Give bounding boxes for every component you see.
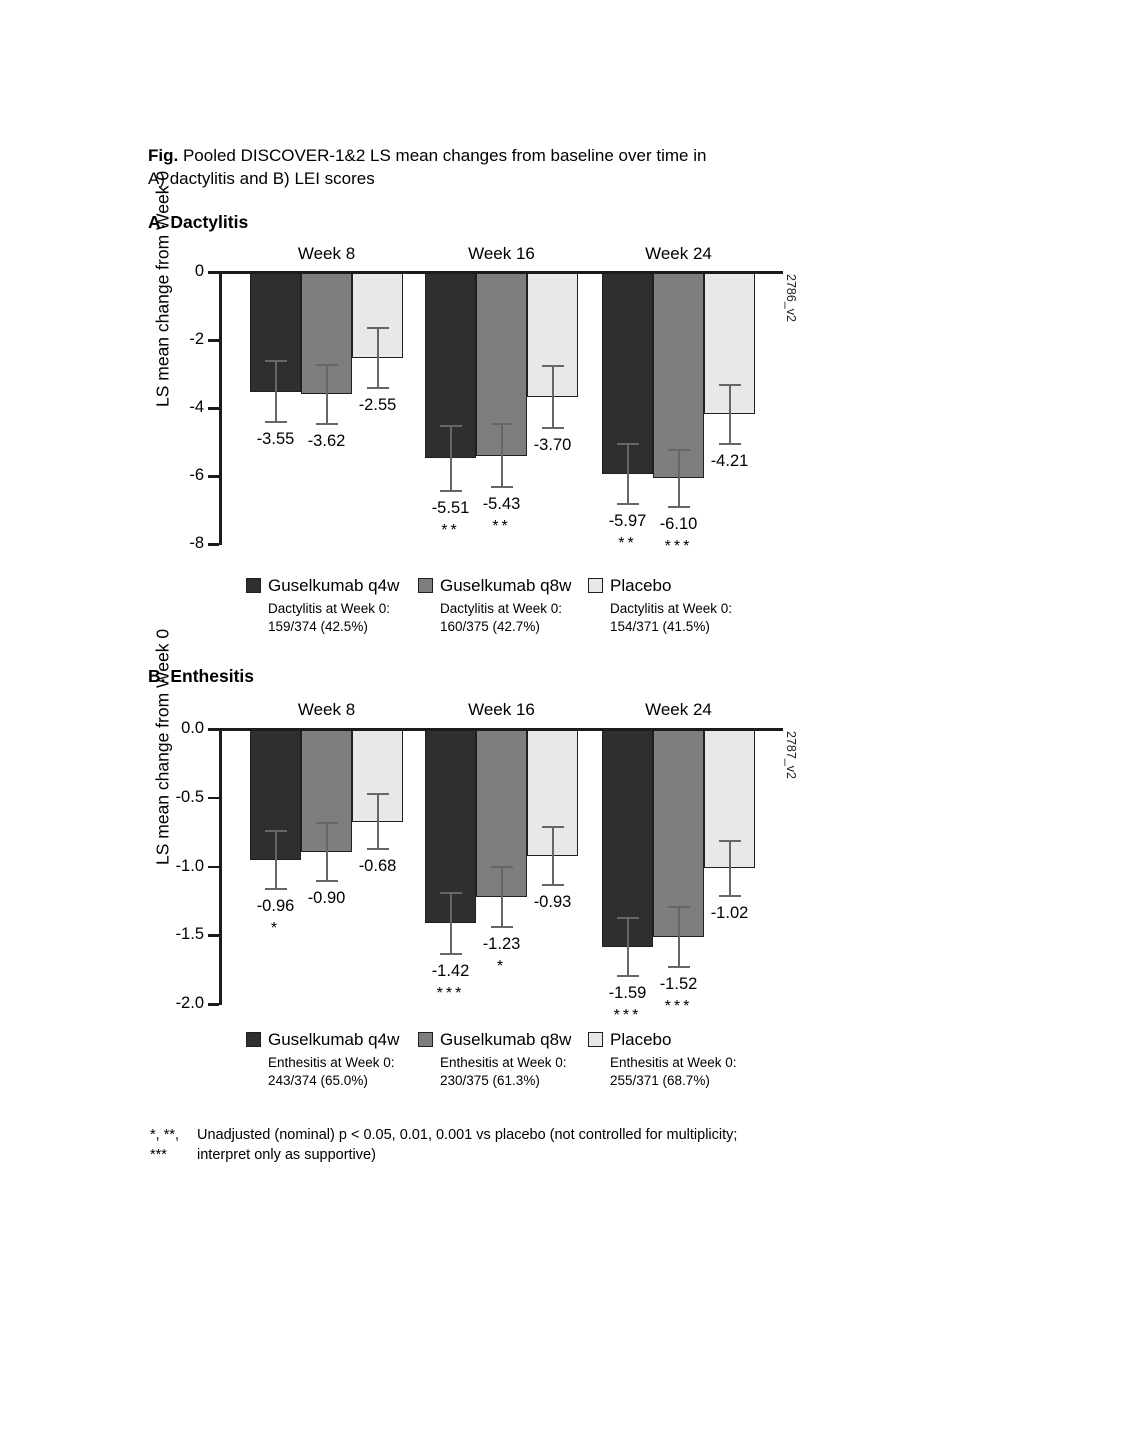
value-label-placebo-week-24: -4.21 [710, 451, 749, 470]
y-tick-label-dactylitis: -4 [189, 398, 204, 416]
error-bar-cap-top [316, 822, 338, 824]
footnote-symbols: *, **, *** [150, 1127, 180, 1163]
legend-swatch-guselkumab-q8w [418, 578, 433, 593]
error-bar-cap-bottom [542, 427, 564, 429]
error-bar-cap-bottom [617, 503, 639, 505]
week-label-week-16-enthesitis: Week 16 [468, 700, 535, 719]
error-bar-cap-top [367, 793, 389, 795]
week-label-week-24-enthesitis: Week 24 [645, 700, 712, 719]
legend-note-guselkumab-q4w-2: 243/374 (65.0%) [268, 1073, 368, 1088]
error-bar-cap-bottom [719, 443, 741, 445]
error-bar-cap-top [491, 866, 513, 868]
value-label-guselkumab-q8w-week-8: -0.90 [307, 888, 346, 907]
error-bar-stem [729, 385, 731, 444]
y-axis-line-enthesitis [219, 728, 222, 1005]
error-bar-stem [275, 831, 277, 889]
error-bar-stem [627, 444, 629, 504]
error-bar-cap-top [542, 826, 564, 828]
significance-marker-guselkumab-q4w-week-24: ** [618, 534, 637, 552]
y-tick-label-dactylitis: 0 [194, 262, 204, 280]
y-tick-dactylitis [208, 339, 219, 342]
value-label-guselkumab-q4w-week-24: -1.59 [608, 983, 647, 1002]
figure-caption-line2: A) dactylitis and B) LEI scores [148, 168, 375, 188]
value-label-guselkumab-q8w-week-8: -3.62 [307, 431, 346, 450]
legend-swatch-guselkumab-q4w [246, 578, 261, 593]
y-tick-dactylitis [208, 475, 219, 478]
version-label-dactylitis: 2786_v2 [784, 274, 798, 322]
error-bar-stem [326, 823, 328, 881]
significance-marker-guselkumab-q8w-week-16: ** [492, 518, 511, 536]
error-bar-stem [501, 424, 503, 487]
legend-note-placebo-1: Dactylitis at Week 0: [610, 601, 733, 616]
error-bar-stem [678, 907, 680, 968]
y-tick-enthesitis [208, 934, 219, 937]
legend-label-guselkumab-q8w: Guselkumab q8w [440, 1030, 572, 1049]
error-bar-cap-bottom [316, 880, 338, 882]
footnote-line2: interpret only as supportive) [197, 1147, 376, 1163]
y-tick-label-dactylitis: -8 [189, 534, 204, 552]
y-tick-dactylitis [208, 271, 219, 274]
y-tick-label-enthesitis: -2.0 [175, 994, 204, 1012]
section-title-b: B. Enthesitis [148, 666, 254, 686]
error-bar-cap-top [265, 830, 287, 832]
error-bar-cap-bottom [668, 966, 690, 968]
legend-label-placebo: Placebo [610, 576, 672, 595]
error-bar-cap-bottom [491, 486, 513, 488]
error-bar-cap-top [542, 365, 564, 367]
zero-baseline-enthesitis [219, 728, 783, 731]
error-bar-cap-top [367, 327, 389, 329]
error-bar-cap-bottom [719, 895, 741, 897]
significance-marker-guselkumab-q4w-week-16: ** [441, 521, 460, 539]
bar-guselkumab-q4w-week-24 [602, 728, 653, 947]
error-bar-cap-top [617, 917, 639, 919]
error-bar-stem [450, 426, 452, 491]
week-label-week-16-dactylitis: Week 16 [468, 244, 535, 263]
error-bar-cap-bottom [440, 490, 462, 492]
bar-guselkumab-q8w-week-24 [653, 271, 704, 478]
legend-swatch-guselkumab-q4w [246, 1032, 261, 1047]
error-bar-stem [552, 366, 554, 429]
legend-note-placebo-2: 154/371 (41.5%) [610, 619, 710, 634]
legend-swatch-placebo [588, 1032, 603, 1047]
error-bar-cap-bottom [367, 387, 389, 389]
significance-marker-guselkumab-q4w-week-16: *** [436, 984, 465, 1002]
y-tick-enthesitis [208, 866, 219, 869]
error-bar-stem [627, 918, 629, 976]
y-tick-label-enthesitis: -1.0 [175, 856, 204, 875]
value-label-placebo-week-8: -2.55 [358, 395, 397, 414]
version-label-enthesitis: 2787_v2 [784, 731, 798, 779]
error-bar-stem [501, 867, 503, 928]
y-tick-label-dactylitis: -2 [189, 330, 204, 348]
footnote [197, 1125, 797, 1165]
value-label-guselkumab-q8w-week-16: -1.23 [482, 935, 521, 954]
legend-swatch-placebo [588, 578, 603, 593]
week-label-week-8-enthesitis: Week 8 [297, 700, 356, 719]
y-tick-label-enthesitis: -0.5 [175, 787, 204, 806]
value-label-guselkumab-q4w-week-16: -5.51 [431, 498, 470, 517]
y-axis-line-dactylitis [219, 271, 222, 545]
value-label-guselkumab-q8w-week-24: -6.10 [659, 515, 698, 534]
value-label-placebo-week-8: -0.68 [358, 857, 397, 875]
legend-note-guselkumab-q4w-1: Enthesitis at Week 0: [268, 1055, 395, 1070]
legend-note-guselkumab-q4w-1: Dactylitis at Week 0: [268, 601, 391, 616]
error-bar-cap-bottom [316, 423, 338, 425]
error-bar-stem [552, 827, 554, 885]
legend-note-guselkumab-q8w-1: Enthesitis at Week 0: [440, 1055, 567, 1070]
error-bar-cap-top [265, 360, 287, 362]
figure-caption-text: Pooled DISCOVER-1&2 LS mean changes from baseline over time in [178, 146, 707, 165]
error-bar-cap-bottom [265, 421, 287, 423]
error-bar-cap-bottom [491, 926, 513, 928]
error-bar-stem [326, 365, 328, 424]
value-label-guselkumab-q4w-week-24: -5.97 [608, 511, 647, 530]
y-tick-dactylitis [208, 543, 219, 546]
legend-label-guselkumab-q4w: Guselkumab q4w [268, 576, 400, 595]
legend-swatch-guselkumab-q8w [418, 1032, 433, 1047]
y-tick-enthesitis [208, 1003, 219, 1006]
value-label-guselkumab-q4w-week-8: -3.55 [256, 430, 295, 449]
value-label-placebo-week-24: -1.02 [710, 903, 749, 922]
significance-marker-guselkumab-q8w-week-16: * [496, 958, 507, 976]
y-tick-enthesitis [208, 797, 219, 800]
y-tick-label-enthesitis: 0.0 [181, 719, 204, 737]
y-tick-dactylitis [208, 407, 219, 410]
error-bar-stem [450, 893, 452, 954]
legend-note-guselkumab-q8w-2: 160/375 (42.7%) [440, 619, 540, 634]
error-bar-stem [377, 794, 379, 849]
value-label-guselkumab-q8w-week-16: -5.43 [482, 495, 521, 514]
value-label-placebo-week-16: -3.70 [533, 436, 572, 455]
error-bar-cap-top [491, 423, 513, 425]
error-bar-stem [729, 841, 731, 896]
zero-baseline-dactylitis [219, 271, 783, 274]
error-bar-stem [678, 450, 680, 508]
error-bar-cap-bottom [542, 884, 564, 886]
error-bar-stem [377, 328, 379, 388]
footnote-line1: Unadjusted (nominal) p < 0.05, 0.01, 0.001 vs placebo (not controlled for multiplicity; [197, 1127, 738, 1143]
error-bar-cap-top [617, 443, 639, 445]
legend-note-guselkumab-q8w-2: 230/375 (61.3%) [440, 1073, 540, 1088]
legend-note-guselkumab-q4w-2: 159/374 (42.5%) [268, 619, 368, 634]
legend-note-placebo-2: 255/371 (68.7%) [610, 1073, 710, 1088]
value-label-guselkumab-q4w-week-8: -0.96 [256, 896, 295, 915]
error-bar-cap-top [440, 892, 462, 894]
significance-marker-guselkumab-q4w-week-24: *** [613, 1006, 642, 1024]
figure-caption-label: Fig. [148, 146, 179, 165]
week-label-week-8-dactylitis: Week 8 [297, 244, 356, 263]
legend-label-guselkumab-q4w: Guselkumab q4w [268, 1030, 400, 1049]
error-bar-cap-top [719, 840, 741, 842]
section-title-a: A. Dactylitis [148, 212, 249, 232]
value-label-guselkumab-q4w-week-16: -1.42 [431, 961, 470, 980]
error-bar-cap-top [668, 449, 690, 451]
legend-note-guselkumab-q8w-1: Dactylitis at Week 0: [440, 601, 563, 616]
error-bar-cap-top [719, 384, 741, 386]
significance-marker-guselkumab-q8w-week-24: *** [664, 998, 693, 1016]
error-bar-cap-bottom [367, 848, 389, 850]
error-bar-cap-top [440, 425, 462, 427]
value-label-placebo-week-16: -0.93 [533, 892, 572, 911]
legend-label-placebo: Placebo [610, 1030, 672, 1049]
significance-marker-guselkumab-q8w-week-24: *** [664, 538, 693, 556]
legend-note-placebo-1: Enthesitis at Week 0: [610, 1055, 737, 1070]
y-tick-label-dactylitis: -6 [189, 466, 204, 484]
value-label-guselkumab-q8w-week-24: -1.52 [659, 975, 698, 994]
y-tick-label-enthesitis: -1.5 [175, 925, 204, 944]
significance-marker-guselkumab-q4w-week-8: * [270, 919, 281, 937]
error-bar-cap-bottom [668, 506, 690, 508]
error-bar-stem [275, 361, 277, 422]
figure-page: Fig. Pooled DISCOVER-1&2 LS mean changes from baseline over time in A) dactylitis and B) LEI scores A. Dactylitis B. Enthesitis LS mean change from Week 0 LS mean change from Week 0 0 -2 -4 -6 -8 Week 8 Week 16 Week 24 -3.55 -5.51 ** -5.97 ** -3.62 -5.43 ** -6.10 *** -2.55 -3.70 -4.21 Guselkumab q4w Dactylitis at Week 0: 159/374 (42.5%) Guselkumab q8w Dactylitis at Week 0: 160/375 (42.7%) Placebo Dactylitis at Week 0: 154/371 (41.5%) 2786_v2 0.0 -0.5 -1.0 -1.5 -2.0 Week 8 Week 16 Week 24 -0.96 * -1.42 *** -1.59 *** -0.90 -1.23 * -1.52 *** -0.68 -0.93 -1.02 Guselkumab q4w Enthesitis at Week 0: 243/374 (65.0%) Guselkumab q8w Enthesitis at Week 0: 230/375 (61.3%) Placebo Enthesitis at Week 0: 255/371 (68.7%) 2787_v2 *, **, *** Unadjusted (nominal) p < 0.05, 0.01, 0.001 vs placebo (not controlled for multiplicity; interpret only as supportive) [0, 0, 1144, 1442]
legend-label-guselkumab-q8w: Guselkumab q8w [440, 576, 572, 595]
y-tick-enthesitis [208, 728, 219, 731]
error-bar-cap-top [316, 364, 338, 366]
week-label-week-24-dactylitis: Week 24 [645, 244, 712, 263]
